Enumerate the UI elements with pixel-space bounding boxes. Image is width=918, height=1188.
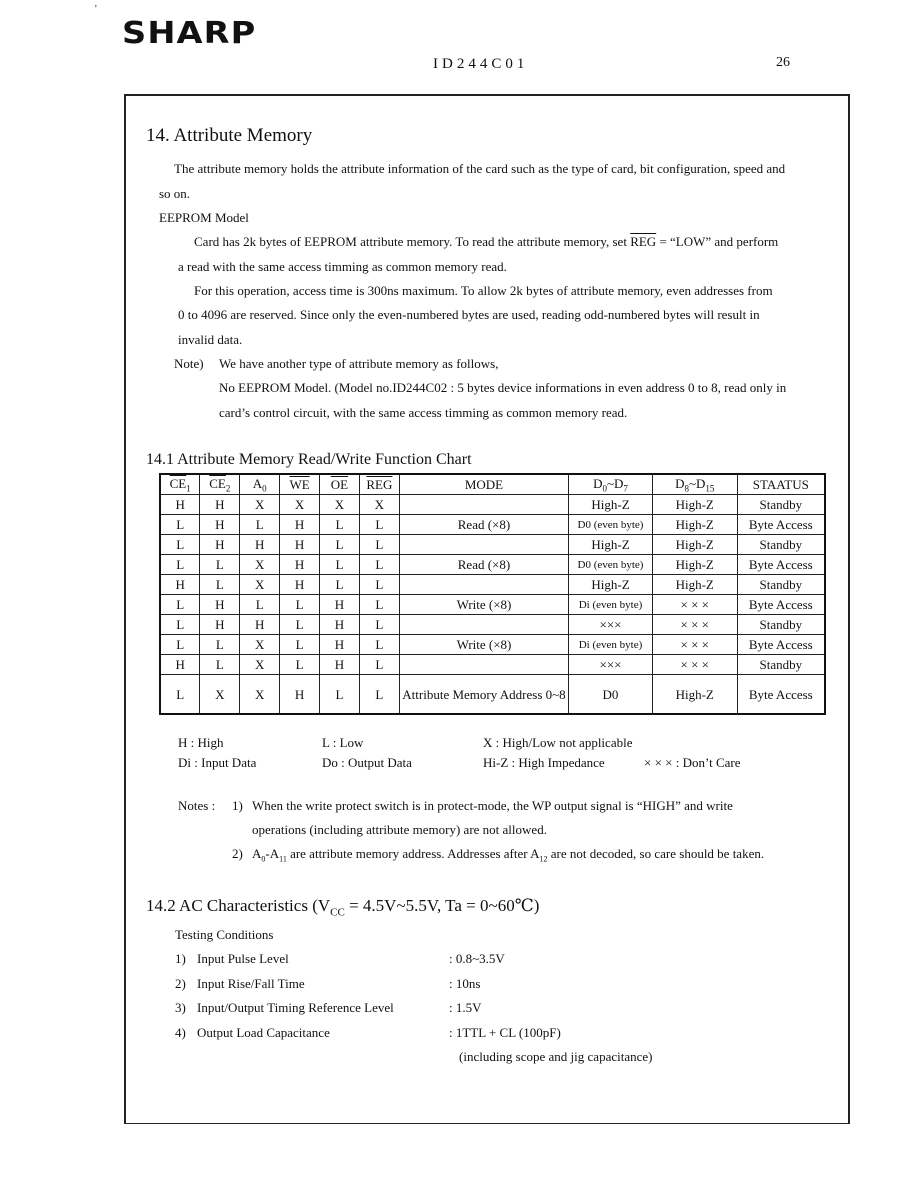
cell-mode: Read (×8) [399,515,568,535]
header-a0: $A_0$ [240,474,280,495]
cell-ce2: L [200,575,240,595]
cell-reg: L [359,575,399,595]
cell-oe: L [320,575,360,595]
cell-d0-d7: High-Z [569,495,653,515]
cell-ce2: H [200,515,240,535]
cell-ce2: H [200,595,240,615]
testing-conditions-label: Testing Conditions [175,927,274,942]
condition-4-number: 4) [175,1025,186,1040]
cell-mode: Attribute Memory Address 0~8 [399,675,568,715]
cell-status: Byte Access [737,675,825,715]
note-line-3: card’s control circuit, with the same access timming as common memory read. [219,405,628,420]
cell-d0-d7: Di (even byte) [569,595,653,615]
reg-signal: $\overline{REG}$ [630,234,657,249]
cell-oe: H [320,595,360,615]
table-row [160,555,825,575]
cell-d0-d7: High-Z [569,575,653,595]
eeprom-heading: EEPROM Model [159,210,249,225]
cell-d8-d15: × × × [652,595,737,615]
page-number: 26 [776,55,790,70]
table-row [160,515,825,535]
cell-d0-d7: High-Z [569,535,653,555]
cell-ce1: L [160,675,200,715]
para1-line-1: Card has 2k bytes of EEPROM attribute memory. To read the attribute memory, set $\overline{REG}$ = “LOW” and perform [194,234,779,249]
cell-reg: L [359,535,399,555]
table-row [160,535,825,555]
cell-we: L [280,595,320,615]
table-row [160,635,825,655]
load-capacitance-note: (including scope and jig capacitance) [459,1049,653,1064]
condition-4-value: : 1TTL + CL (100pF) [449,1025,561,1040]
cell-we: H [280,515,320,535]
legend-output-data: Do : Output Data [322,755,412,770]
cell-mode: Read (×8) [399,555,568,575]
cell-mode [399,615,568,635]
notes-label: Notes : [178,798,216,813]
cell-reg: L [359,675,399,715]
cell-d8-d15: High-Z [652,495,737,515]
cell-reg: L [359,595,399,615]
cell-oe: L [320,555,360,575]
cell-ce1: H [160,575,200,595]
cell-d0-d7: D0 (even byte) [569,555,653,575]
section-14-2-title: 14.2 AC Characteristics ($V_{CC}$ = 4.5V~5.5V, Ta = 0~60℃) [146,896,540,919]
note-2-number: 2) [232,846,243,861]
cell-d8-d15: × × × [652,615,737,635]
cell-we: L [280,635,320,655]
cell-oe: X [320,495,360,515]
cell-d8-d15: × × × [652,635,737,655]
cell-status: Byte Access [737,635,825,655]
cell-reg: X [359,495,399,515]
condition-1-label: Input Pulse Level [197,951,289,966]
header-status: STAATUS [737,474,825,495]
cell-a0: X [240,555,280,575]
cell-mode: Write (×8) [399,595,568,615]
cell-we: L [280,655,320,675]
cell-ce2: H [200,615,240,635]
cell-a0: L [240,515,280,535]
cell-oe: H [320,615,360,635]
cell-ce1: L [160,515,200,535]
cell-ce1: H [160,655,200,675]
condition-1-number: 1) [175,951,186,966]
note-label: Note) [174,356,204,371]
note-1-line-1: When the write protect switch is in protect-mode, the WP output signal is “HIGH” and write [252,798,733,813]
cell-mode [399,575,568,595]
cell-ce1: L [160,535,200,555]
header-d8-d15: $D_8\sim D_{15}$ [652,474,737,495]
cell-we: L [280,615,320,635]
table-row [160,595,825,615]
cell-mode [399,535,568,555]
cell-status: Standby [737,615,825,635]
cell-a0: L [240,595,280,615]
table-row [160,575,825,595]
cell-ce1: L [160,615,200,635]
table-row [160,495,825,515]
sharp-logo: SHARP [122,16,257,51]
cell-a0: X [240,655,280,675]
cell-we: X [280,495,320,515]
cell-d8-d15: High-Z [652,555,737,575]
header-d0-d7: $D_0\sim D_7$ [569,474,653,495]
cell-a0: X [240,495,280,515]
condition-4-label: Output Load Capacitance [197,1025,330,1040]
condition-2-number: 2) [175,976,186,991]
intro-line-2: so on. [159,186,191,201]
cell-reg: L [359,515,399,535]
cell-d8-d15: High-Z [652,575,737,595]
cell-status: Standby [737,655,825,675]
cell-mode [399,655,568,675]
cell-ce1: L [160,635,200,655]
cell-we: H [280,675,320,715]
para2-line-2: 0 to 4096 are reserved. Since only the even-numbered bytes are used, reading odd-numbered bytes will result in [178,307,760,322]
condition-3-number: 3) [175,1000,186,1015]
legend-high-impedance: Hi-Z : High Impedance [483,755,605,770]
cell-status: Standby [737,495,825,515]
cell-status: Standby [737,575,825,595]
cell-we: H [280,575,320,595]
cell-status: Byte Access [737,555,825,575]
cell-status: Byte Access [737,595,825,615]
cell-mode: Write (×8) [399,635,568,655]
cell-d0-d7: ××× [569,615,653,635]
note-2-text: $A_0-A_{11}$ are attribute memory address. Addresses after $A_{12}$ are not decoded, so care should be taken. [252,846,765,864]
cell-oe: H [320,655,360,675]
para2-line-3: invalid data. [178,332,243,347]
legend-not-applicable: X : High/Low not applicable [483,735,633,750]
document-id: ID244C01 [433,56,529,72]
header-ce2: $\overline{CE}_2$ [200,474,240,495]
cell-ce2: L [200,655,240,675]
condition-1-value: : 0.8~3.5V [449,951,505,966]
cell-a0: X [240,675,280,715]
cell-d0-d7: ××× [569,655,653,675]
cell-ce2: L [200,635,240,655]
cell-ce1: L [160,595,200,615]
cell-we: H [280,555,320,575]
cell-reg: L [359,615,399,635]
cell-ce2: H [200,495,240,515]
legend-input-data: Di : Input Data [178,755,257,770]
note-line-1: We have another type of attribute memory as follows, [219,356,499,371]
cell-reg: L [359,555,399,575]
cell-d8-d15: High-Z [652,675,737,715]
header-mode: MODE [399,474,568,495]
cell-a0: H [240,615,280,635]
condition-2-value: : 10ns [449,976,481,991]
note-1-number: 1) [232,798,243,813]
section-14-1-title: 14.1 Attribute Memory Read/Write Function Chart [146,451,472,468]
cell-d0-d7: D0 (even byte) [569,515,653,535]
cell-ce1: L [160,555,200,575]
scan-mark: ' [95,4,97,15]
section-14-title: 14. Attribute Memory [146,125,313,146]
cell-oe: H [320,635,360,655]
cell-ce2: X [200,675,240,715]
note-line-2: No EEPROM Model. (Model no.ID244C02 : 5 bytes device informations in even address 0 to 8, read only in [219,380,787,395]
cell-a0: X [240,635,280,655]
header-ce1: $\overline{CE}_1$ [160,474,200,495]
legend-high: H : High [178,735,224,750]
para1-line-2: a read with the same access timming as common memory read. [178,259,507,274]
table-row [160,675,825,715]
intro-line-1: The attribute memory holds the attribute information of the card such as the type of card, bit configuration, speed and [174,161,786,176]
cell-mode [399,495,568,515]
cell-d8-d15: × × × [652,655,737,675]
note-1-line-2: operations (including attribute memory) are not allowed. [252,822,547,837]
table-header-row [160,474,825,495]
cell-ce2: H [200,535,240,555]
header-reg: $\overline{REG}$ [359,474,399,495]
legend-low: L : Low [322,735,364,750]
table-row [160,655,825,675]
cell-a0: X [240,575,280,595]
cell-d8-d15: High-Z [652,515,737,535]
cell-status: Standby [737,535,825,555]
cell-d8-d15: High-Z [652,535,737,555]
para2-line-1: For this operation, access time is 300ns maximum. To allow 2k bytes of attribute memory, even addresses from [194,283,773,298]
cell-ce2: L [200,555,240,575]
cell-d0-d7: D0 [569,675,653,715]
header-we: $\overline{WE}$ [280,474,320,495]
condition-3-value: : 1.5V [449,1000,482,1015]
cell-oe: L [320,675,360,715]
function-chart-table [159,473,826,715]
cell-d0-d7: Di (even byte) [569,635,653,655]
cell-a0: H [240,535,280,555]
cell-reg: L [359,655,399,675]
cell-oe: L [320,515,360,535]
condition-2-label: Input Rise/Fall Time [197,976,305,991]
cell-oe: L [320,535,360,555]
cell-we: H [280,535,320,555]
condition-3-label: Input/Output Timing Reference Level [197,1000,394,1015]
table-row [160,615,825,635]
cell-status: Byte Access [737,515,825,535]
legend-dont-care: × × × : Don’t Care [644,755,741,770]
cell-ce1: H [160,495,200,515]
cell-reg: L [359,635,399,655]
header-oe: $\overline{OE}$ [320,474,360,495]
